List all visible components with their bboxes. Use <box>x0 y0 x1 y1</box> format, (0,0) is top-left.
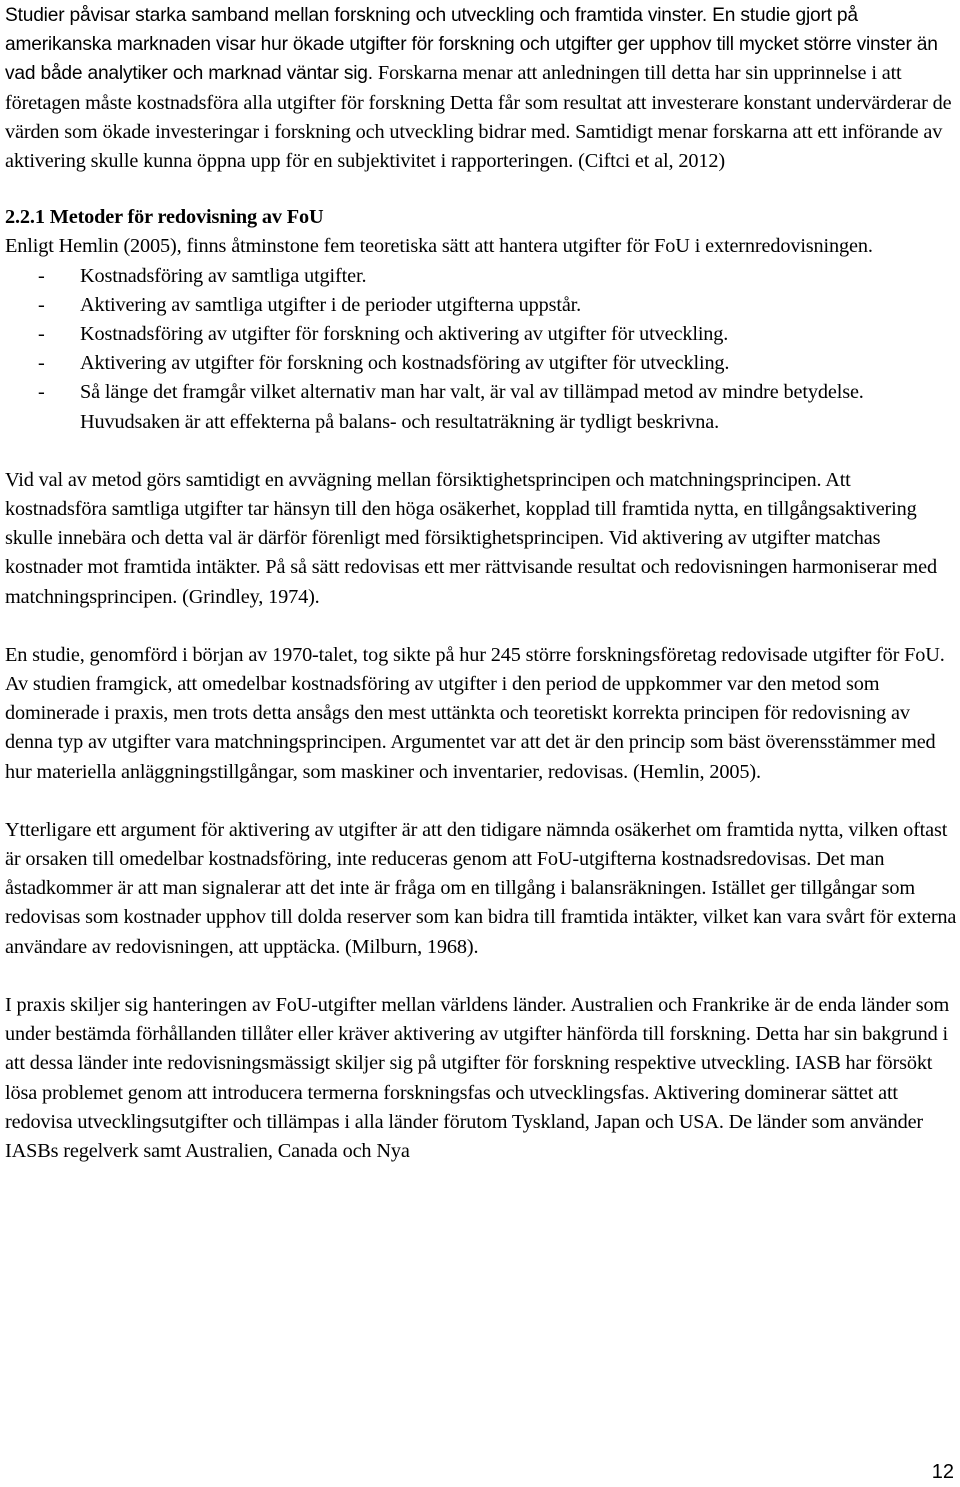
bullet-dash: - <box>38 381 45 404</box>
methods-list <box>5 262 957 437</box>
list-item <box>5 320 957 349</box>
body-paragraph-argument: Ytterligare ett argument för aktivering av utgifter är att den tidigare nämnda osäkerhet om framtida nytta, vilken oftast är orsaken till omedelbar kostnadsföring, inte reduceras genom att FoU-utgifterna kostnadsredovisas. Det man åstadkommer är att man signalerar att det inte är fråga om en tillgång i balansräkningen. Istället ger tillgångar som redovisas som kostnader upphov till dolda reserver som kan bidra till framtida intäkter, vilket kan vara svårt för externa användare av redovisningen, att upptäcka. (Milburn, 1968). <box>5 818 957 958</box>
intro-paragraph-sans-run: Studier påvisar starka samband mellan forskning och utveckling och framtida vinster. En studie gjort på amerikanska marknaden visar hur ökade utgifter för forskning och utgifter ger upphov till mycket större vinster än vad både analytiker och marknad väntar sig. <box>5 5 938 85</box>
bullet-dash: - <box>38 293 45 316</box>
section-intro: Enligt Hemlin (2005), finns åtminstone fem teoretiska sätt att hantera utgifter för FoU i externredovisningen. <box>5 235 873 258</box>
list-item-text: Aktivering av utgifter för forskning och kostnadsföring av utgifter för utveckling. <box>80 352 730 375</box>
list-item-text: Kostnadsföring av samtliga utgifter. <box>80 264 367 287</box>
intro-paragraph-serif-run-1: Forskarna menar att anledningen till detta har sin upprinnelse i att företagen måste kostnadsföra alla utgifter för forskning Detta får som resultat att investerare konstant undervärderar de värden som ökade investeringar i forskning och utveckling bidrar med. <box>5 62 952 143</box>
body-paragraph-practice: I praxis skiljer sig hanteringen av FoU-utgifter mellan världens länder. Australien och Frankrike är de enda länder som under bestämda förhållanden tillåter eller kräver aktivering av utgifter hänförda till forskning. Detta har sin bakgrund i att dessa länder inte redovisningsmässigt skiljer sig på utgifter för forskning respektive utveckling. IASB har försökt lösa problemet genom att introducera termerna forskningsfas och utvecklingsfas. Aktivering dominerar sättet att redovisa utvecklingsutgifter och tillämpas i alla länder förutom Tyskland, Japan och USA. De länder som använder IASBs regelverk samt Australien, Canada och Nya <box>5 993 950 1162</box>
section-heading: 2.2.1 Metoder för redovisning av FoU <box>5 206 324 229</box>
bullet-dash: - <box>38 352 45 375</box>
list-item <box>5 262 957 291</box>
body-paragraph-principles: Vid val av metod görs samtidigt en avvägning mellan försiktighetsprincipen och matchningsprincipen. Att kostnadsföra samtliga utgifter tar hänsyn till den höga osäkerhet, kopplad till framtida nytta, en tillgångsaktivering skulle innebära och detta val är därför förenligt med försiktighetsprincipen. Vid aktivering av utgifter matchas kostnader mot framtida intäkter. På så sätt redovisas ett mer rättvisande resultat och redovisningen harmoniserar med matchningsprincipen. (Grindley, 1974). <box>5 468 938 608</box>
list-item <box>5 349 957 378</box>
list-item <box>5 378 957 436</box>
list-item-text: Så länge det framgår vilket alternativ man har valt, är val av tillämpad metod av mindre betydelse. Huvudsaken är att effekterna på balans- och resultaträkning är tydligt beskrivna. <box>80 381 864 433</box>
document-page <box>5 0 957 1166</box>
list-item <box>5 291 957 320</box>
body-paragraph-study: En studie, genomförd i början av 1970-talet, tog sikte på hur 245 större forskningsföretag redovisade utgifter för FoU. Av studien framgick, att omedelbar kostnadsföring av utgifter i den period de uppkommer var den metod som dominerade i praxis, men trots detta ansågs den mest uttänkta och teoretiskt korrekta principen för redovisning av denna typ av utgifter vara matchningsprincipen. Argumentet var att det är den princip som bäst överensstämmer med hur materiella anläggningstillgångar, som maskiner och inventarier, redovisas. (Hemlin, 2005). <box>5 643 945 783</box>
list-item-text: Kostnadsföring av utgifter för forskning och aktivering av utgifter för utveckling. <box>80 323 729 346</box>
list-item-text: Aktivering av samtliga utgifter i de perioder utgifterna uppstår. <box>80 293 582 316</box>
intro-paragraph-serif-run-2: Samtidigt menar forskarna att ett införande av aktivering skulle kunna öppna upp för en subjektivitet i rapporteringen. (Ciftci et al, 2012) <box>5 120 943 173</box>
bullet-dash: - <box>38 264 45 287</box>
intro-paragraph <box>5 1 957 176</box>
bullet-dash: - <box>38 323 45 346</box>
page-number: 12 <box>931 1461 954 1483</box>
